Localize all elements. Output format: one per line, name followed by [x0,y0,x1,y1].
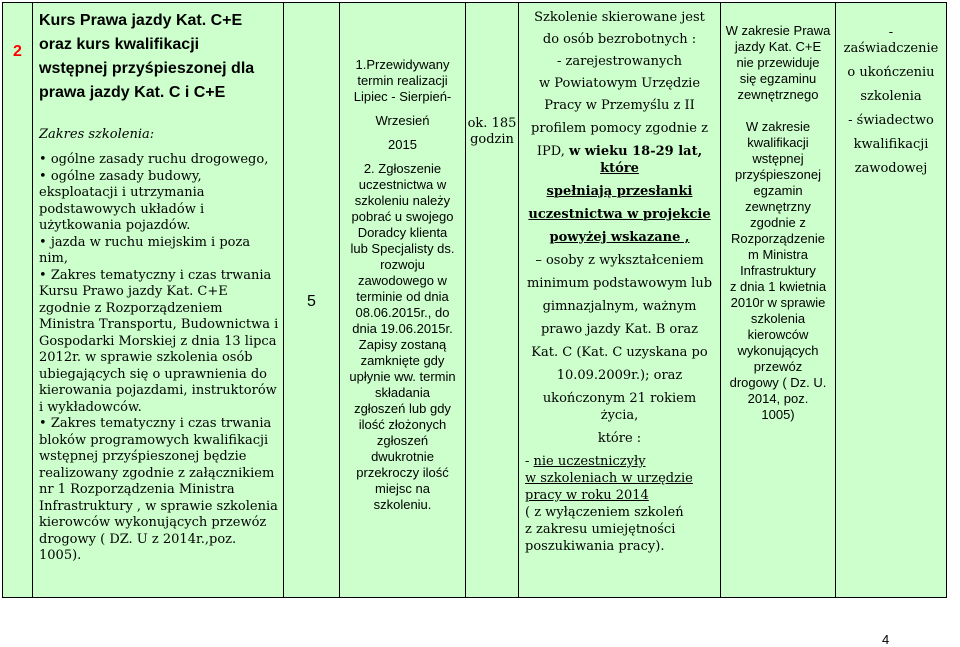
list-item: • Zakres tematyczny i czas trwania Kursu Prawo jazdy Kat. C+E zgodnie z Rozporządzeniem Ministra Transportu, Budownictwa i Gospodarki Morskiej z dnia 13 lipca 2012r. w sprawie szkolenia osób ubiegających się o uprawnienia do kierowania pojazdami, instruktorów i wykładowców. [39,268,279,417]
list-item: • ogólne zasady budowy, eksploatacji i utrzymania podstawowych układów i użytkowania pojazdów. [39,169,279,235]
schedule-body: 2. Zgłoszenie uczestnictwa w szkoleniu należy pobrać u swojego Doradcy klienta lub Specjalisty ds. rozwoju zawodowego w terminie od dnia 08.06.2015r., do dnia 19.06.2015r. Zapisy zostaną zamknięte gdy upłynie ww. termin składania zgłoszeń lub gdy ilość złożonych zgłoszeń dwukrotnie przekroczy ilość miejsc na szkoleniu. [349,161,456,512]
list-item: • jazda w ruchu miejskim i poza nim, [39,235,279,268]
schedule: 1.Przewidywany termin realizacji Lipiec - Sierpień- Wrzesień 2015 2. Zgłoszenie uczestnictwa w szkoleniu należy pobrać u swojego Doradcy klienta lub Specjalisty ds. rozwoju zawodowego w terminie od dnia 08.06.2015r., do dnia 19.06.2015r. Zapisy zostaną zamknięte gdy upłynie ww. termin składania zgłoszeń lub gdy ilość złożonych zgłoszeń dwukrotnie przekroczy ilość miejsc na szkoleniu. [349,57,456,512]
certificates-cell [836,3,947,598]
list-item: • ogólne zasady ruchu drogowego, [39,152,279,169]
eligibility: Szkolenie skierowane jest do osób bezrobotnych : - zarejestrowanych w Powiatowym Urzędzie Pracy w Przemyślu z II profilem pomocy zgodnie z IPD, w wieku 18-29 lat, które spełniają przesłanki uczestnictwa w projekcie powyżej wskazane , – osoby z wykształceniem minimum podstawowym lub gimnazjalnym, ważnym prawo jazdy Kat. B oraz Kat. C (Kat. C uzyskana po 10.09.2009r.); oraz ukończonym 21 rokiem życia, które : - nie uczestniczyły w szkoleniach w urzędzie pracy w roku 2014 ( z wyłączeniem szkoleń z zakresu umiejętności poszukiwania pracy). [525,10,713,554]
page-number: 4 [882,632,890,647]
course-table [2,2,947,598]
row-number: 2 [13,43,22,60]
eligibility-cell [519,3,721,598]
participants-cell [284,3,340,598]
participants-count: 5 [307,293,316,310]
table-row [3,3,947,598]
schedule-cell [340,3,466,598]
course-title: Kurs Prawa jazdy Kat. C+E oraz kurs kwalifikacji wstępnej przyśpieszonej dla prawa jazdy Kat. C i C+E [39,12,255,101]
requirements-cell [721,3,836,598]
list-item: • Zakres tematyczny i czas trwania bloków programowych kwalifikacji wstępnej przyśpieszonej będzie realizowany zgodnie z załącznikiem nr 1 Rozporządzenia Ministra Infrastruktury , w sprawie szkolenia kierowców wykonujących przewóz drogowy ( DZ. U z 2014r.,poz. 1005). [39,416,279,565]
scope-label: Zakres szkolenia: [39,127,155,142]
hours: ok. 185 godzin [467,116,517,147]
certificates: - zaświadczenie o ukończeniu szkolenia - świadectwo kwalifikacji zawodowej [843,25,939,176]
scope-list [39,152,279,565]
requirements: W zakresie Prawa jazdy Kat. C+E nie przewiduje się egzaminu zewnętrznego W zakresie kwalifikacji wstępnej przyśpieszonej egzamin zewnętrzny zgodnie z Rozporządzenie m Ministra Infrastruktury z dnia 1 kwietnia 2010r w sprawie szkolenia kierowców wykonujących przewóz drogowy ( Dz. U. 2014, poz. 1005) [725,23,831,422]
course-description-cell [33,3,284,598]
row-number-cell [3,3,33,598]
hours-cell [466,3,519,598]
